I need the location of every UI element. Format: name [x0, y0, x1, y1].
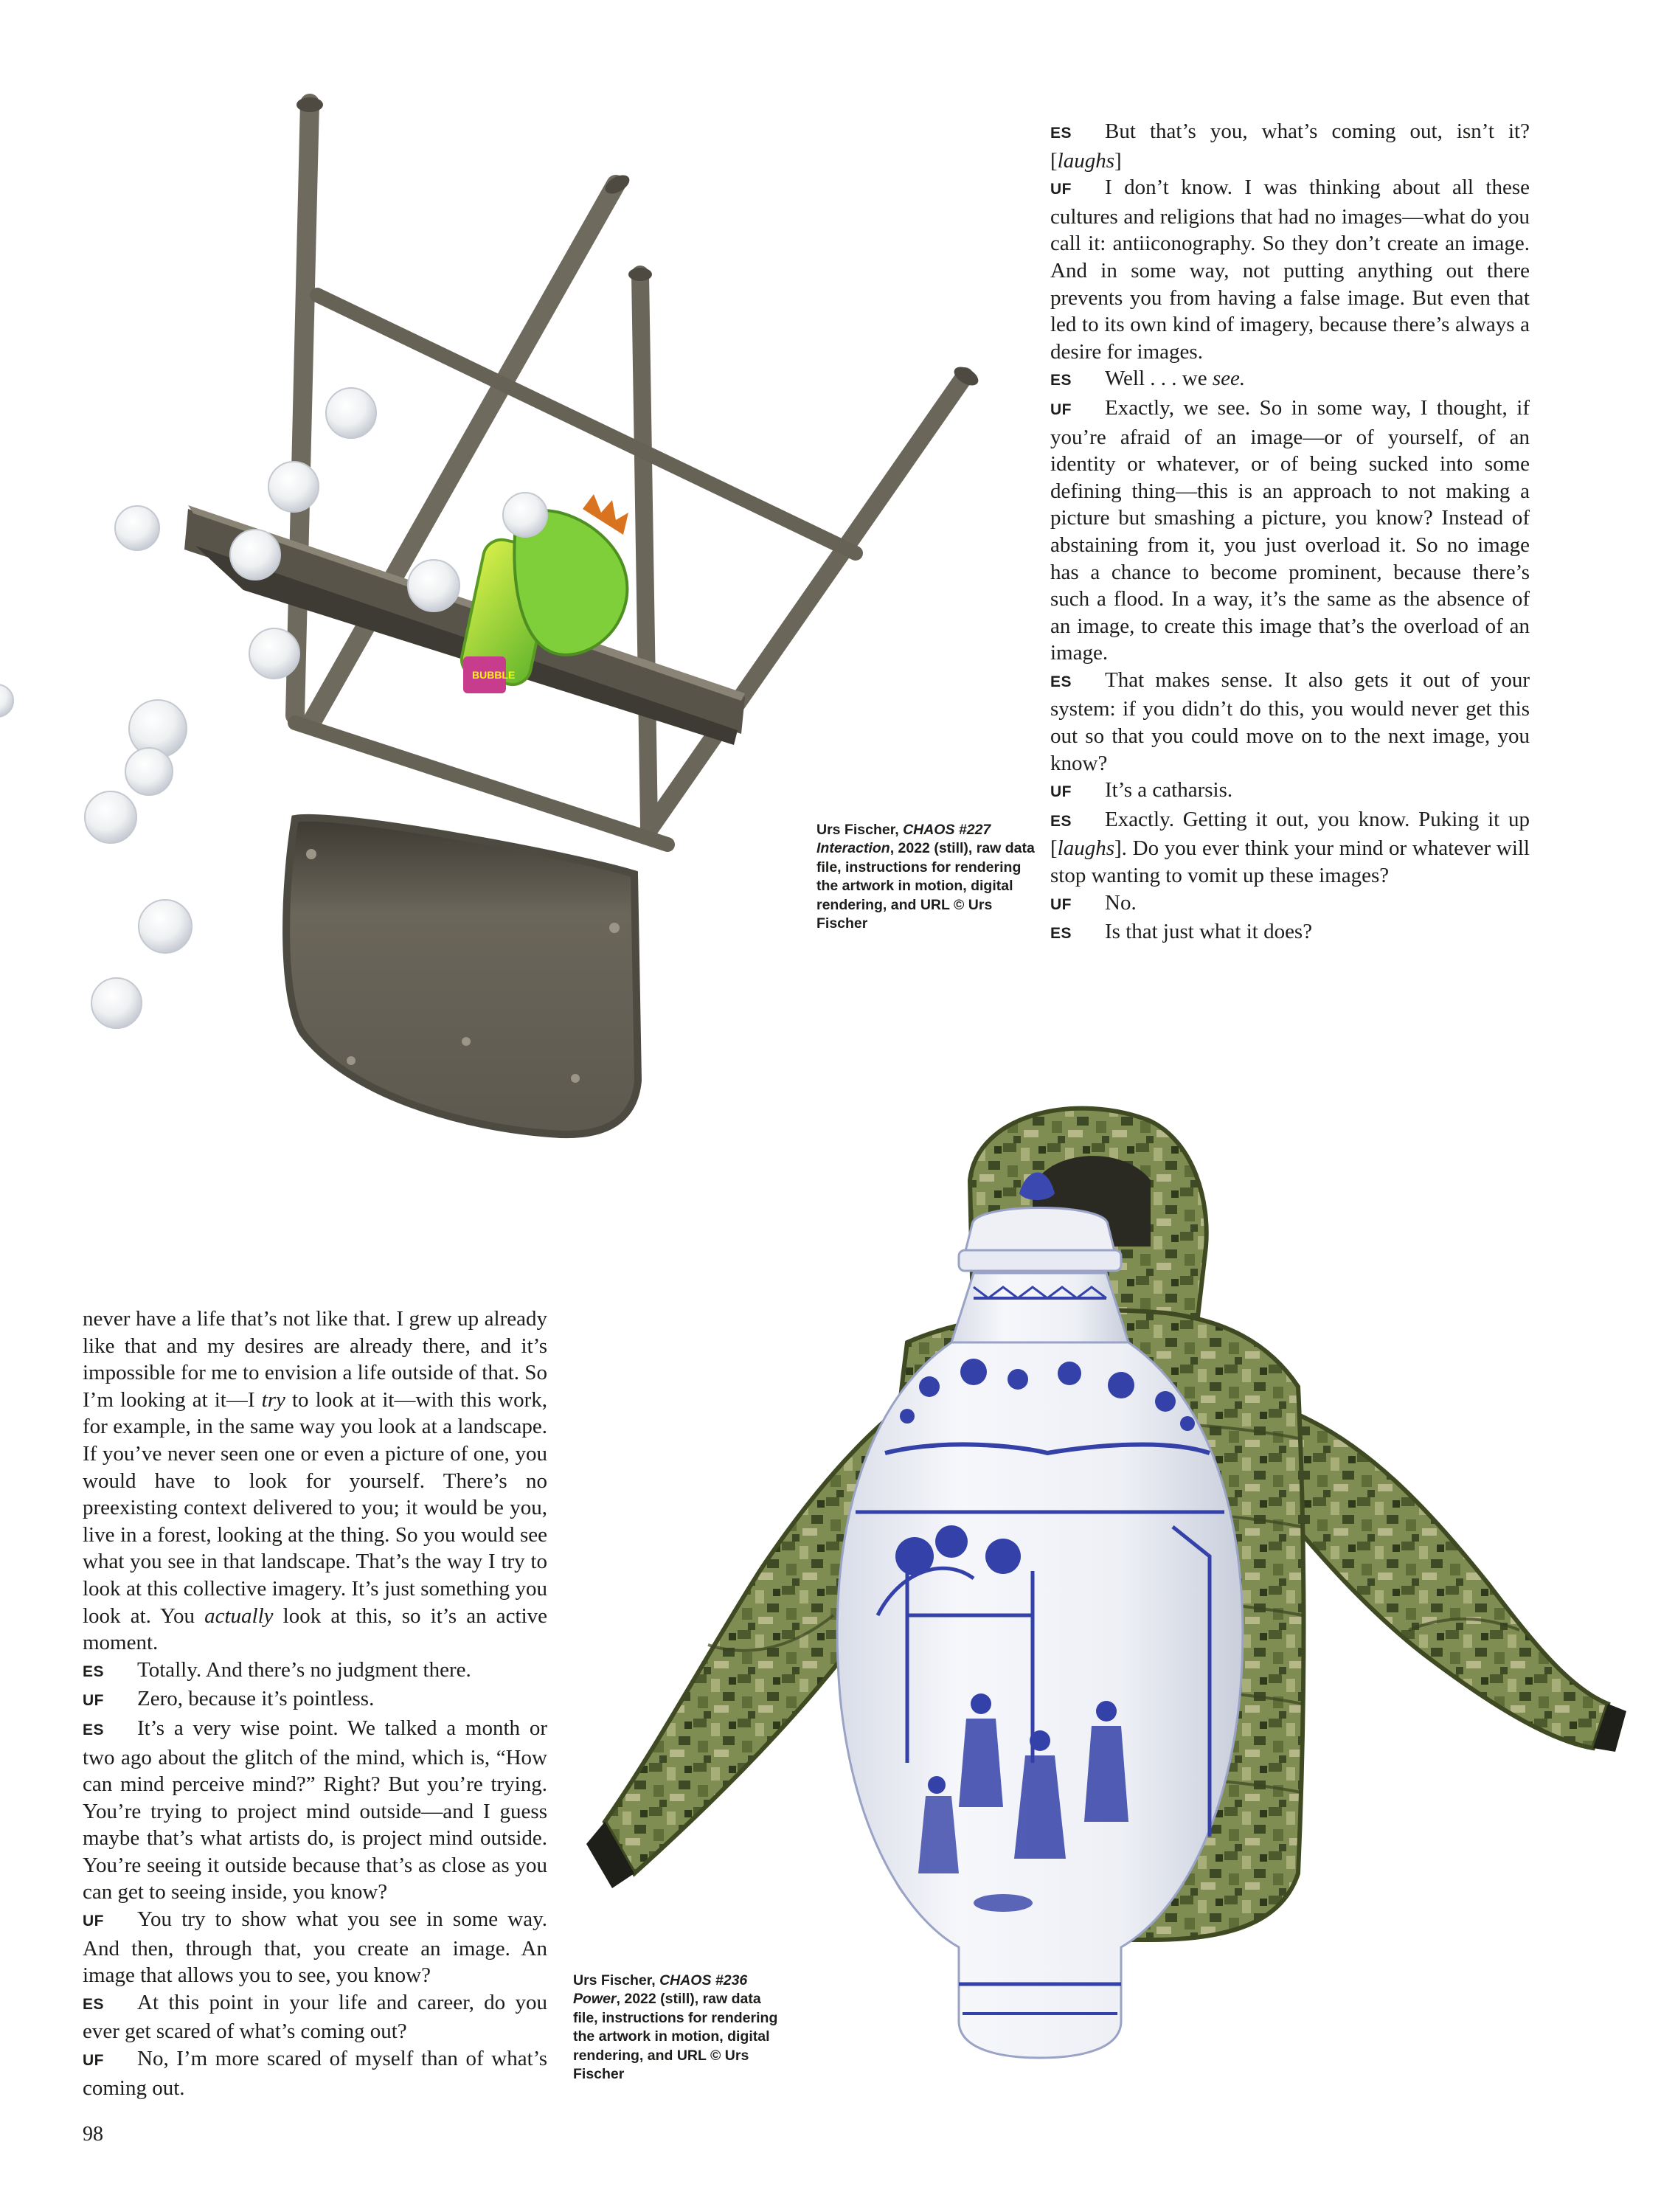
paragraph-text: Zero, because it’s pointless.: [137, 1687, 375, 1711]
interview-paragraph: [1050, 777, 1530, 806]
speaker-initials: ES: [83, 1663, 105, 1680]
paragraph-text: Totally. And there’s no judgment there.: [137, 1657, 471, 1682]
speaker-initials: ES: [1050, 125, 1072, 142]
chaos-227-artwork-image: [0, 74, 988, 1143]
speaker-initials: ES: [1050, 812, 1072, 830]
interview-paragraph: [83, 1306, 547, 1657]
paragraph-text: No, I’m more scared of myself than of what’s coming out.: [83, 2047, 547, 2100]
paragraph-text: No.: [1105, 890, 1137, 915]
italic-text: actually: [204, 1603, 274, 1628]
interview-paragraph: [1050, 118, 1530, 174]
speaker-initials: ES: [83, 1995, 105, 2013]
paragraph-text: But that’s you, what’s coming out, isn’t it? [: [1050, 119, 1530, 173]
paragraph-text: look at this, so it’s an active moment.: [83, 1603, 547, 1655]
caption-chaos-227: [816, 821, 1038, 933]
interview-paragraph: [83, 2045, 547, 2101]
speaker-initials: ES: [83, 1721, 105, 1738]
paragraph-text: Exactly, we see. So in some way, I thought, if you’re afraid of an image—or of yourself, of an identity or whatever, or of being sucked into some defining thing—this is an approach to not making a picture but smashing a picture, you know? Instead of abstaining from it, you just overload it. So no image has a chance to become prominent, because there’s such a flood. In a way, it’s the same as the absence of an image, to create this image that’s the overload of an image.: [1050, 395, 1530, 665]
paragraph-text: You try to show what you see in some way. And then, through that, you create an image. An image that allows you to see, you know?: [83, 1907, 547, 1988]
paragraph-text: I don’t know. I was thinking about all these cultures and religions that had no images—what do you call it: antiiconography. So they don’t create an image. And in some way, not putting anything out there prevents you from having a false image. But even that led to its own kind of imagery, because there’s always a desire for images.: [1050, 176, 1530, 364]
speaker-initials: UF: [83, 2052, 104, 2070]
interview-paragraph: [83, 1906, 547, 1989]
interview-paragraph: [1050, 890, 1530, 919]
paragraph-text: At this point in your life and career, do you ever get scared of what’s coming out?: [83, 1990, 547, 2044]
speaker-initials: ES: [1050, 673, 1072, 690]
paragraph-text: ]: [1114, 148, 1122, 173]
caption-artist: Urs Fischer,: [573, 1972, 660, 1989]
caption-details: , 2022 (still), raw data file, instructions for rendering the artwork in motion, digital rendering, and URL © Urs Fischer: [816, 840, 1035, 932]
speaker-initials: ES: [1050, 372, 1072, 389]
interview-paragraph: [1050, 806, 1530, 890]
paragraph-text: never have a life that’s not like that. I grew up already like that and my desires are already there, and it’s impossible for me to envision a life outside of that. So I’m looking at it—I: [83, 1307, 547, 1412]
interview-paragraph: [1050, 918, 1530, 948]
page-number: 98: [83, 2123, 103, 2146]
interview-paragraph: [1050, 365, 1530, 395]
speaker-initials: UF: [83, 1913, 104, 1930]
caption-chaos-236: [573, 1972, 787, 2084]
caption-title: CHAOS #227 Interaction: [816, 822, 991, 857]
interview-paragraph: [83, 1657, 547, 1686]
italic-text: laughs: [1057, 836, 1115, 861]
paragraph-text: Exactly. Getting it out, you know. Puking it up [: [1050, 807, 1530, 861]
speaker-initials: UF: [1050, 401, 1072, 418]
paragraph-text: to look at it—with this work, for example, in the same way you look at a landscape. If you’ve never seen one or even a picture of one, you would have to look for yourself. There’s no preexisting context delivered to you; it would be you, live in a forest, looking at the thing. So you would see what you see in that landscape. That’s the way I try to look at this collective imagery. It’s just something you look at. You: [83, 1387, 547, 1628]
interview-paragraph: [1050, 174, 1530, 365]
speaker-initials: UF: [1050, 783, 1072, 801]
toy-label: BUBBLE: [472, 669, 516, 681]
chaos-236-artwork-image: [561, 1099, 1637, 2073]
caption-title: CHAOS #236 Power: [573, 1972, 748, 2008]
paragraph-text: It’s a catharsis.: [1105, 778, 1233, 802]
speaker-initials: UF: [1050, 181, 1072, 198]
italic-text: try: [261, 1387, 285, 1412]
paragraph-text: Well . . . we: [1105, 367, 1213, 391]
italic-text: see.: [1212, 367, 1246, 391]
interview-column-left: [83, 1306, 547, 2101]
speaker-initials: ES: [1050, 925, 1072, 943]
paragraph-text: It’s a very wise point. We talked a month or two ago about the glitch of the mind, which is, “How can mind perceive mind?” Right? But you’re trying. You’re trying to project mind outside—and I guess maybe that’s what artists do, is project mind outside. You’re seeing it outside because that’s as close as you can get to seeing inside, you know?: [83, 1716, 547, 1904]
speaker-initials: UF: [1050, 895, 1072, 913]
paragraph-text: Is that just what it does?: [1105, 920, 1313, 944]
speaker-initials: UF: [83, 1692, 104, 1710]
paragraph-text: ]. Do you ever think your mind or whatever will stop wanting to vomit up these images?: [1050, 836, 1530, 888]
caption-artist: Urs Fischer,: [816, 822, 904, 838]
interview-paragraph: [83, 1685, 547, 1715]
interview-paragraph: [83, 1715, 547, 1906]
interview-paragraph: [83, 1989, 547, 2045]
interview-paragraph: [1050, 395, 1530, 667]
interview-column-right: [1050, 118, 1530, 948]
paragraph-text: That makes sense. It also gets it out of your system: if you didn’t do this, you would never get this out so that you could move on to the next image, you know?: [1050, 668, 1530, 775]
italic-text: laughs: [1057, 148, 1115, 173]
interview-paragraph: [1050, 667, 1530, 777]
caption-details: , 2022 (still), raw data file, instructions for rendering the artwork in motion, digital rendering, and URL © Urs Fischer: [573, 1991, 778, 2083]
